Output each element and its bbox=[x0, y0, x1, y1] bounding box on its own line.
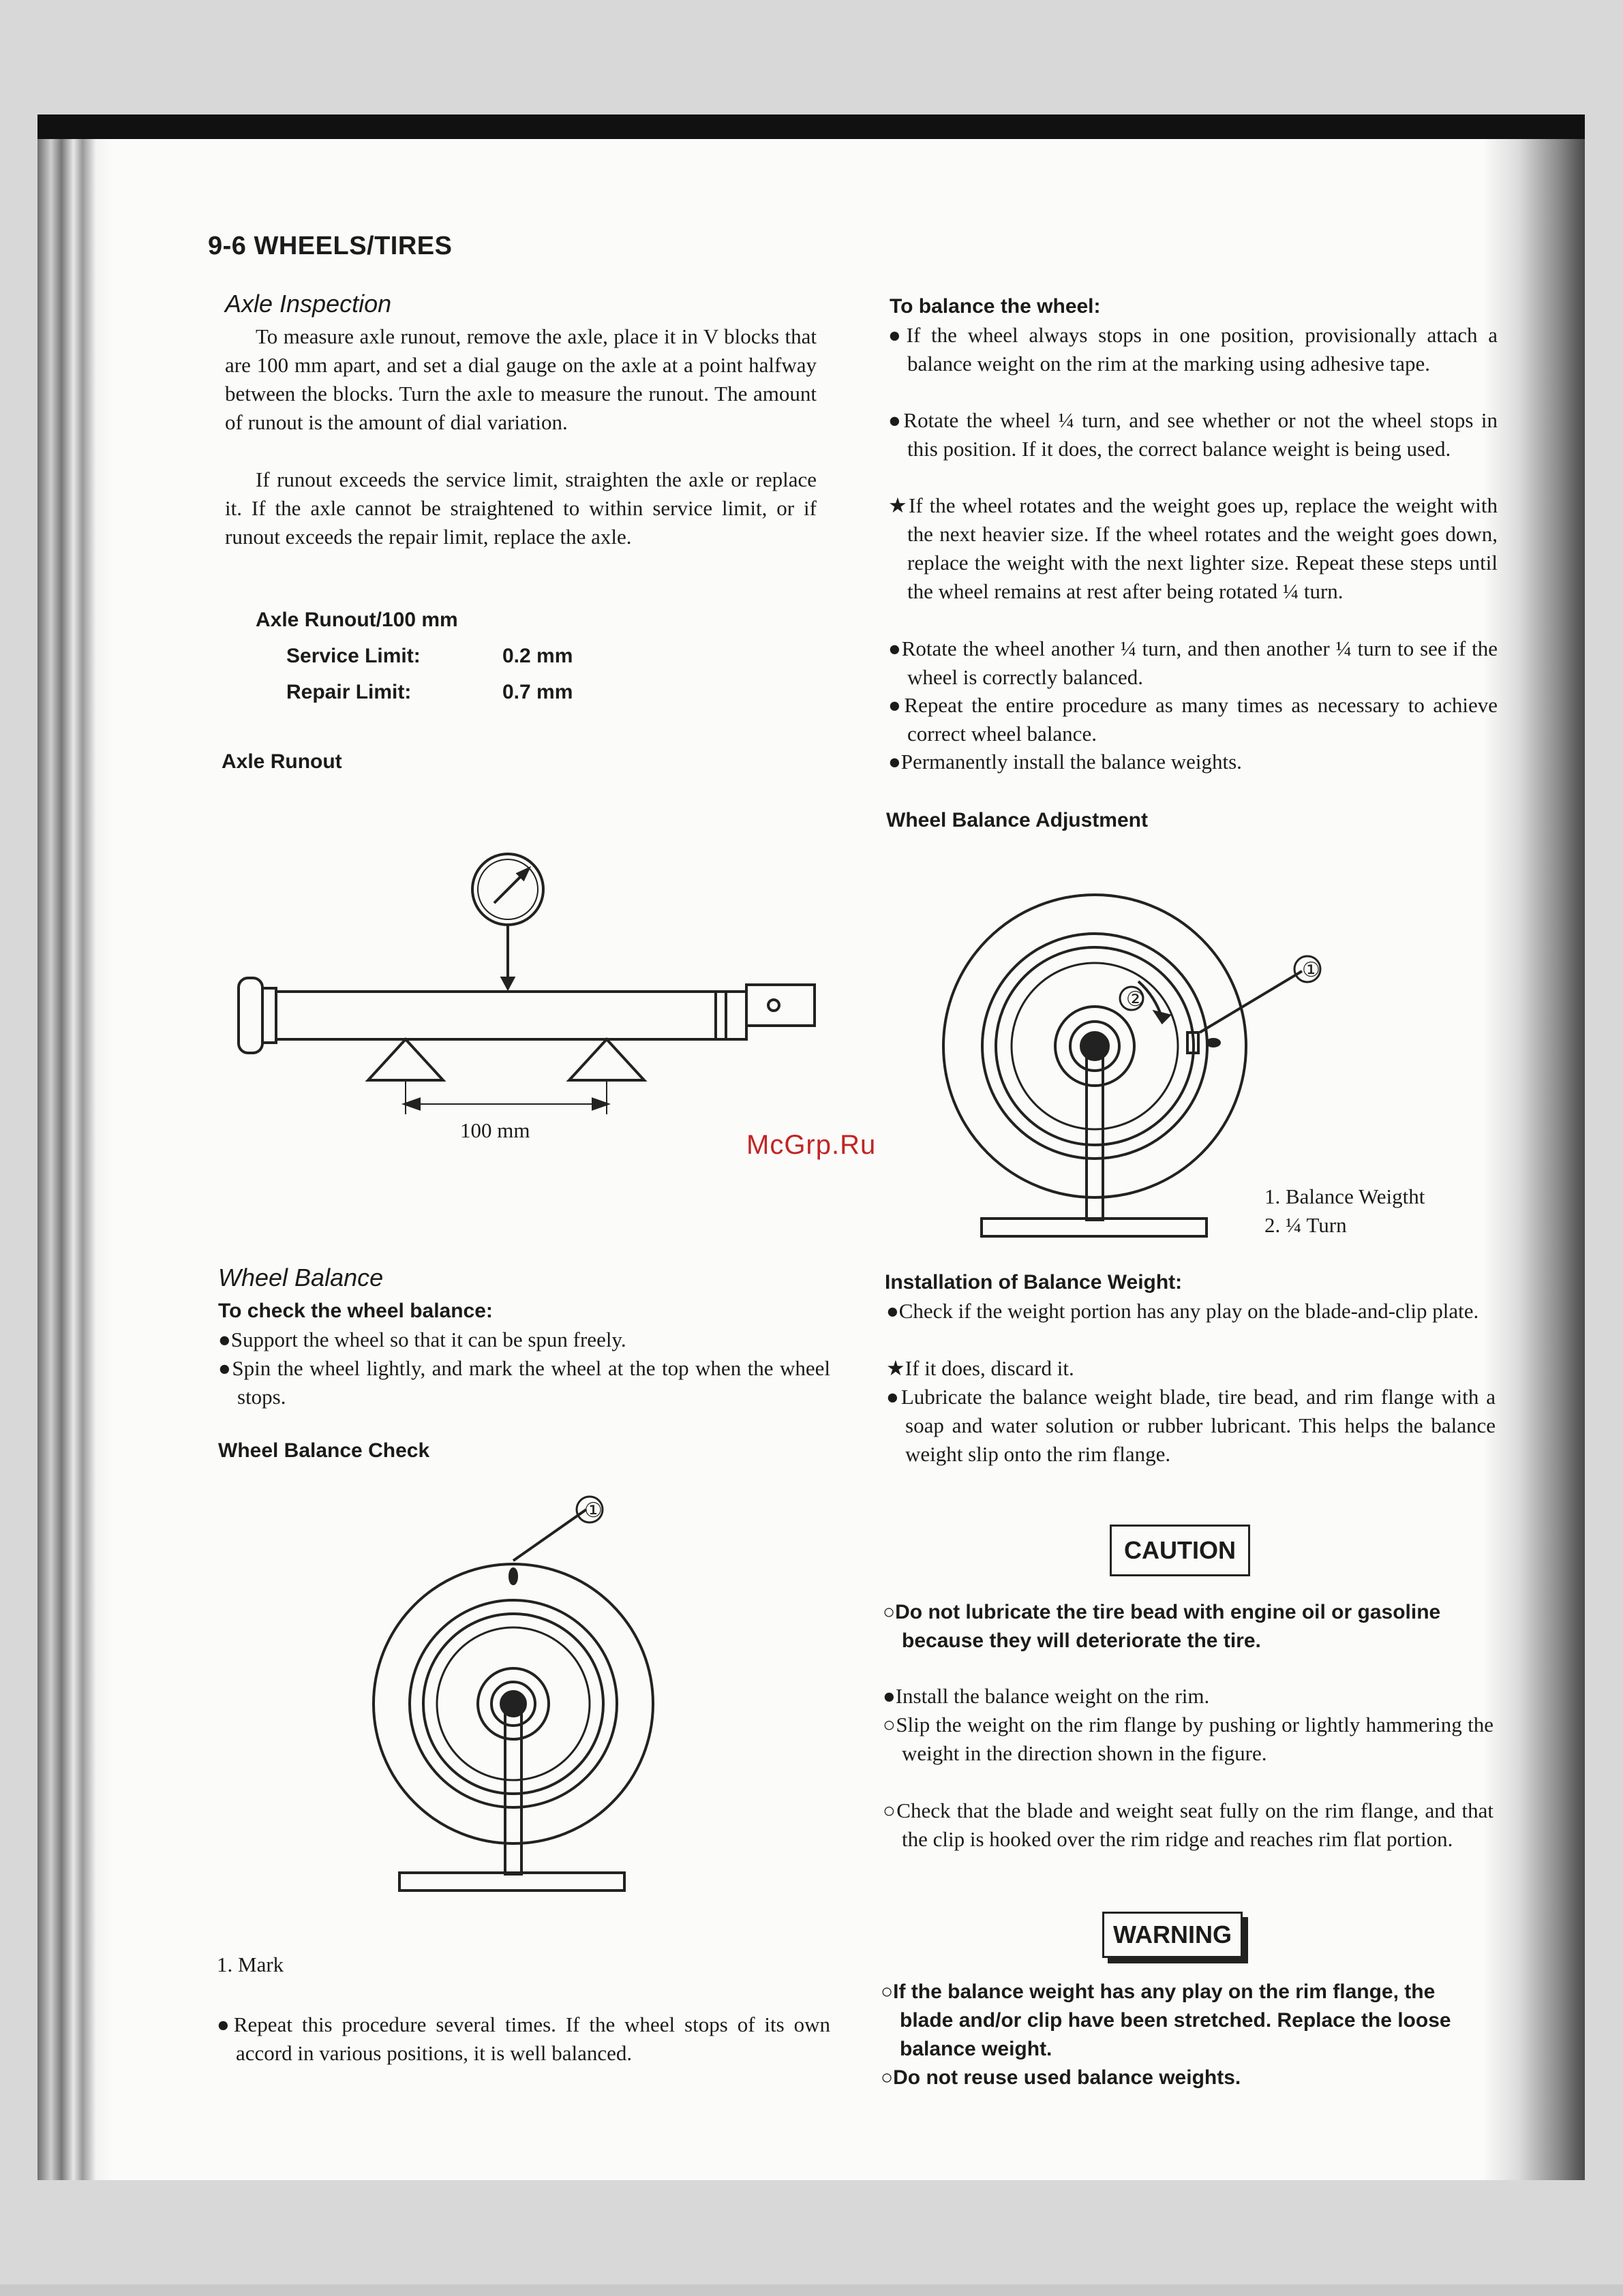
adjustment-legend-2: 2. ¼ Turn bbox=[1264, 1213, 1347, 1237]
adjustment-stand-icon bbox=[1087, 1046, 1103, 1220]
axle-inspection-heading: Axle Inspection bbox=[225, 290, 392, 318]
callout-1b: ① bbox=[1302, 959, 1320, 981]
axle-shaft-icon bbox=[276, 992, 746, 1039]
balance-item-4: ●Rotate the wheel another ¼ turn, and then another ¼ turn to see if the wheel is correctly balanced. bbox=[888, 637, 1498, 689]
repair-limit-value: 0.7 mm bbox=[502, 681, 573, 703]
install-step-2: ○Slip the weight on the rim flange by pushing or lightly hammering the weight in the direction shown in the figure. bbox=[883, 1713, 1493, 1765]
wheel-stand-icon bbox=[505, 1704, 521, 1874]
watermark: McGrp.Ru bbox=[746, 1130, 877, 1160]
check-item-1: ●Support the wheel so that it can be spun freely. bbox=[218, 1328, 626, 1351]
callout-1: ① bbox=[584, 1499, 603, 1522]
warning-item-1: ○If the balance weight has any play on the rim flange, the blade and/or clip have been stretched. Replace the loose balance weight. bbox=[881, 1980, 1451, 2060]
axle-runout-figure bbox=[225, 845, 811, 1145]
v-block-left-icon bbox=[368, 1039, 443, 1080]
wheel-balance-check-figure bbox=[354, 1479, 641, 1915]
axle-inspection-para1: To measure axle runout, remove the axle, place it in V blocks that are 100 mm apart, and set a dial gauge on the axle at a point halfway between the blocks. Turn the axle to measure the runout. The amount of runout is the amount of dial variation. bbox=[225, 324, 817, 434]
scan-top-border bbox=[37, 114, 1585, 139]
wheel-balance-check-caption: Wheel Balance Check bbox=[218, 1439, 430, 1462]
axle-head-icon bbox=[239, 978, 262, 1053]
balance-item-3: ★If the wheel rotates and the weight goes up, replace the weight with the next heavier size. If the wheel rotates and the weight goes down, replace the weight with the next lighter size. Repeat these steps until the wheel remains at rest after being rotated ¼ turn. bbox=[888, 493, 1498, 603]
caution-text: ○Do not lubricate the tire bead with engine oil or gasoline because they will deteriorate the tire. bbox=[883, 1601, 1441, 1652]
scan-bottom-border bbox=[0, 2284, 1623, 2296]
v-block-right-icon bbox=[569, 1039, 644, 1080]
balance-item-6: ●Permanently install the balance weights. bbox=[888, 750, 1242, 774]
axle-dimension-label: 100 mm bbox=[460, 1118, 530, 1142]
service-limit-value: 0.2 mm bbox=[502, 645, 573, 667]
check-wheel-balance-title: To check the wheel balance: bbox=[218, 1300, 493, 1322]
installation-item-2: ★If it does, discard it. bbox=[886, 1356, 1074, 1380]
repeat-note: ●Repeat this procedure several times. If the wheel stops of its own accord in various positions, it is well balanced. bbox=[217, 2012, 830, 2065]
page-edge-shadow bbox=[1483, 139, 1585, 2180]
wheel-balance-adjustment-caption: Wheel Balance Adjustment bbox=[886, 809, 1148, 831]
wheel-balance-legend: 1. Mark bbox=[217, 1953, 284, 1976]
installation-item-1: ●Check if the weight portion has any play on the blade-and-clip plate. bbox=[886, 1299, 1479, 1323]
check-item-2: ●Spin the wheel lightly, and mark the wheel at the top when the wheel stops. bbox=[218, 1356, 830, 1409]
service-limit-label: Service Limit: bbox=[286, 645, 421, 667]
installation-title: Installation of Balance Weight: bbox=[885, 1271, 1183, 1294]
install-step-1: ●Install the balance weight on the rim. bbox=[883, 1684, 1210, 1708]
balance-item-2: ●Rotate the wheel ¼ turn, and see whether or not the wheel stops in this position. If it does, the correct balance weight is being used. bbox=[888, 408, 1498, 461]
installation-item-3: ●Lubricate the balance weight blade, tire bead, and rim flange with a soap and water solution or rubber lubricant. This helps the balance weight slip onto the rim flange. bbox=[886, 1385, 1496, 1466]
axle-runout-spec-title: Axle Runout/100 mm bbox=[256, 609, 458, 631]
callout-2: ② bbox=[1126, 988, 1144, 1011]
page-spine-shadow bbox=[37, 139, 112, 2180]
repair-limit-label: Repair Limit: bbox=[286, 681, 412, 703]
axle-inspection-para2: If runout exceeds the service limit, straighten the axle or replace it. If the axle cannot be straightened to within service limit, or if runout exceeds the repair limit, replace the axle. bbox=[225, 468, 817, 549]
balance-item-5: ●Repeat the entire procedure as many times as necessary to achieve correct wheel balance. bbox=[888, 693, 1498, 746]
page-title: 9-6 WHEELS/TIRES bbox=[208, 232, 453, 260]
install-step-3: ○Check that the blade and weight seat fully on the rim flange, and that the clip is hooked over the rim ridge and reaches rim flat portion. bbox=[883, 1798, 1493, 1851]
axle-runout-caption: Axle Runout bbox=[222, 750, 342, 773]
warning-badge: WARNING bbox=[1102, 1912, 1243, 1958]
wheel-balance-heading: Wheel Balance bbox=[218, 1264, 384, 1291]
mark-icon bbox=[510, 1569, 517, 1584]
balance-item-1: ●If the wheel always stops in one position, provisionally attach a balance weight on the rim at the marking using adhesive tape. bbox=[888, 323, 1498, 376]
adjustment-legend-1: 1. Balance Weigtht bbox=[1264, 1184, 1425, 1208]
balance-procedure-title: To balance the wheel: bbox=[890, 295, 1101, 318]
warning-item-2: ○Do not reuse used balance weights. bbox=[881, 2066, 1241, 2089]
caution-badge: CAUTION bbox=[1110, 1525, 1250, 1576]
